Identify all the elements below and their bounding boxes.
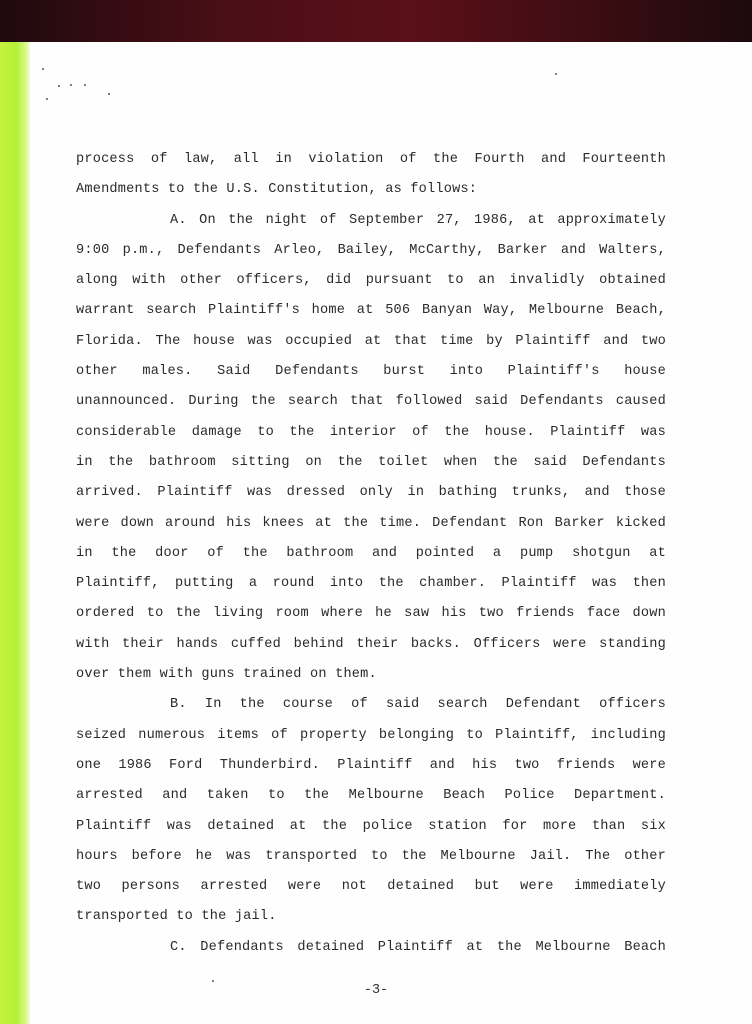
text-line: seized numerous items of property belonging to Plaintiff, including: [76, 727, 666, 743]
text-line: other males. Said Defendants burst into Plaintiff's house: [76, 364, 666, 380]
body-text: [76, 145, 666, 963]
text-line: Amendments to the U.S. Constitution, as follows:: [76, 182, 478, 198]
text-line: in the bathroom sitting on the toilet when the said Defendants: [76, 454, 666, 470]
text-line: Plaintiff was detained at the police station for more than six: [76, 818, 666, 834]
text-line: along with other officers, did pursuant to an invalidly obtained: [76, 273, 666, 289]
text-line: considerable damage to the interior of the house. Plaintiff was: [76, 424, 666, 440]
text-line: ordered to the living room where he saw his two friends face down: [76, 606, 666, 622]
text-line: process of law, all in violation of the Fourth and Fourteenth: [76, 152, 666, 167]
text-line: warrant search Plaintiff's home at 506 Banyan Way, Melbourne Beach,: [76, 303, 666, 319]
scan-speck: [42, 68, 44, 70]
scan-speck: [212, 980, 214, 982]
page-number: -3-: [363, 983, 389, 998]
scan-speck: [84, 84, 86, 86]
paragraph-c-start: C. Defendants detained Plaintiff at the Melbourne Beach: [170, 939, 666, 955]
scan-top-border: [0, 0, 752, 42]
paragraph-a-start: A. On the night of September 27, 1986, at approximately: [170, 212, 666, 228]
text-line: one 1986 Ford Thunderbird. Plaintiff and his two friends were: [76, 757, 666, 773]
text-line: were down around his knees at the time. Defendant Ron Barker kicked: [76, 515, 666, 531]
scan-speck: [58, 85, 60, 87]
scan-speck: [555, 73, 557, 75]
text-line: hours before he was transported to the Melbourne Jail. The other: [76, 848, 666, 864]
text-line: over them with guns trained on them.: [76, 667, 377, 683]
text-line: arrived. Plaintiff was dressed only in bathing trunks, and those: [76, 485, 666, 501]
scan-speck: [46, 98, 48, 100]
scan-speck: [70, 84, 72, 86]
scan-left-border: [0, 42, 30, 1024]
text-line: Plaintiff, putting a round into the chamber. Plaintiff was then: [76, 576, 666, 592]
text-line: 9:00 p.m., Defendants Arleo, Bailey, McCarthy, Barker and Walters,: [76, 242, 666, 258]
text-line: Florida. The house was occupied at that time by Plaintiff and two: [76, 333, 666, 349]
paragraph-b-start: B. In the course of said search Defendant officers: [170, 697, 666, 713]
text-line: two persons arrested were not detained but were immediately: [76, 879, 666, 895]
text-line: unannounced. During the search that followed said Defendants caused: [76, 394, 666, 410]
text-line: arrested and taken to the Melbourne Beach Police Department.: [76, 788, 666, 804]
scan-speck: [108, 93, 110, 95]
text-line: in the door of the bathroom and pointed a pump shotgun at: [76, 545, 666, 561]
text-line: with their hands cuffed behind their backs. Officers were standing: [76, 636, 666, 652]
text-line: transported to the jail.: [76, 909, 277, 925]
